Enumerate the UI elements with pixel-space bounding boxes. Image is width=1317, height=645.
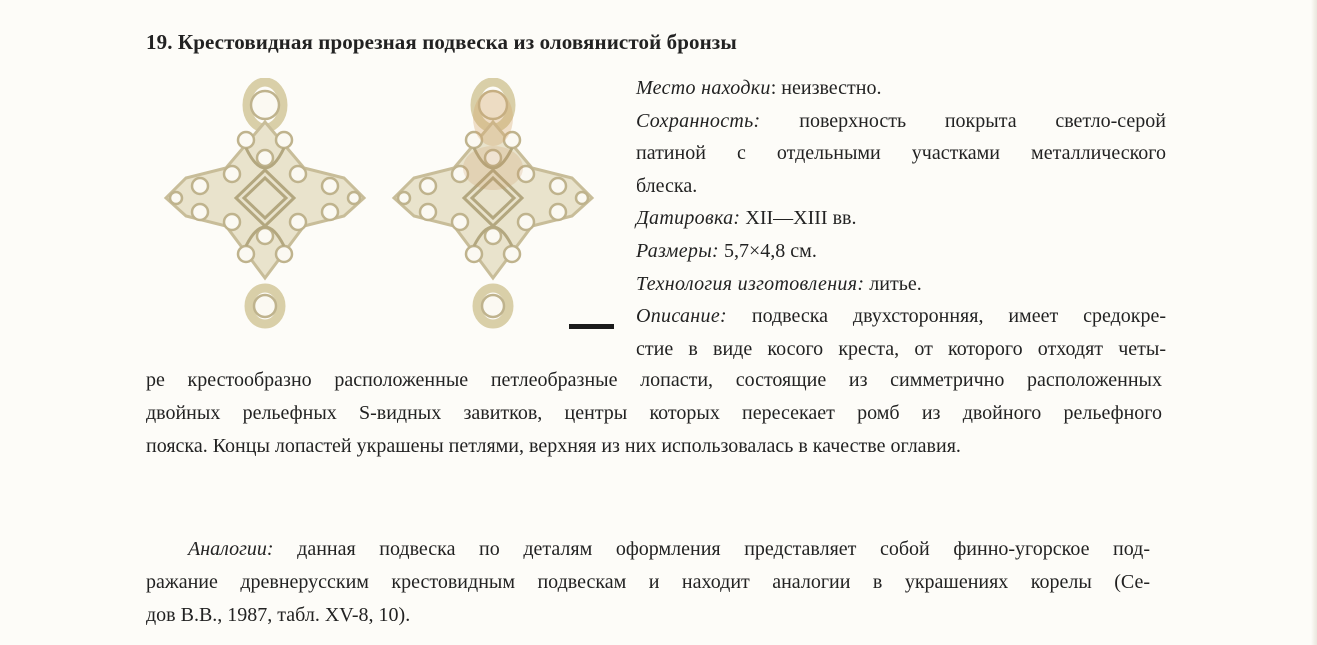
condition-line1: поверхность покрыта светло-серой bbox=[799, 109, 1166, 132]
description-wrap-line: ре крестообразно расположенные петлеобразные лопасти, состоящие из симметрично расположенных bbox=[146, 369, 1162, 391]
page-edge-shadow bbox=[1311, 0, 1317, 645]
date-label: Датировка: bbox=[636, 207, 741, 230]
description-row bbox=[636, 300, 1166, 333]
size-label: Размеры: bbox=[636, 239, 720, 262]
description-line1: подвеска двухсторонняя, имеет средокре- bbox=[751, 305, 1166, 328]
entry-title: 19. Крестовидная прорезная подвеска из оловянистой бронзы bbox=[146, 30, 737, 54]
condition-row bbox=[636, 105, 1166, 138]
place-value: : неизвестно. bbox=[770, 77, 882, 99]
description-wrap-line: двойных рельефных S-видных завитков, центры которых пересекает ромб из двойного рельефного bbox=[146, 402, 1162, 424]
date-row bbox=[636, 202, 1166, 235]
analogies-line bbox=[146, 533, 1150, 566]
place-row bbox=[636, 72, 1166, 105]
condition-label: Сохранность: bbox=[636, 109, 761, 132]
size-row bbox=[636, 235, 1166, 268]
technology-label: Технология изготовления: bbox=[636, 272, 865, 295]
description-wrap-line: пояска. Концы лопастей украшены петлями, верхняя из них использовалась в качестве оглавия. bbox=[146, 435, 961, 457]
condition-line2: патиной с отдельными участками металлического bbox=[636, 142, 1166, 165]
analogies-line: дов В.В., 1987, табл. XV-8, 10). bbox=[146, 604, 411, 626]
description-line2: стие в виде косого креста, от которого отходят четы- bbox=[636, 337, 1166, 360]
pendant-photos bbox=[150, 78, 620, 340]
technology-value: литье. bbox=[869, 272, 922, 295]
scale-bar bbox=[569, 324, 614, 329]
analogies-line: ражание древнерусским крестовидным подвескам и находит аналогии в украшениях корелы (Се- bbox=[146, 571, 1150, 593]
date-value: XII—XIII вв. bbox=[745, 207, 857, 230]
technology-row bbox=[636, 268, 1166, 301]
condition-line3: блеска. bbox=[636, 174, 698, 197]
size-value: 5,7×4,8 см. bbox=[724, 239, 817, 262]
pendant-reverse-image bbox=[382, 78, 604, 336]
analogies-label: Аналогии: bbox=[188, 538, 274, 560]
analogies-text: данная подвеска по деталям оформления представляет собой финно-угорское под- bbox=[297, 538, 1151, 560]
place-label: Место находки bbox=[636, 77, 771, 99]
pendant-obverse-image bbox=[154, 78, 376, 336]
description-label: Описание: bbox=[636, 305, 727, 328]
metadata-block bbox=[636, 72, 1166, 365]
